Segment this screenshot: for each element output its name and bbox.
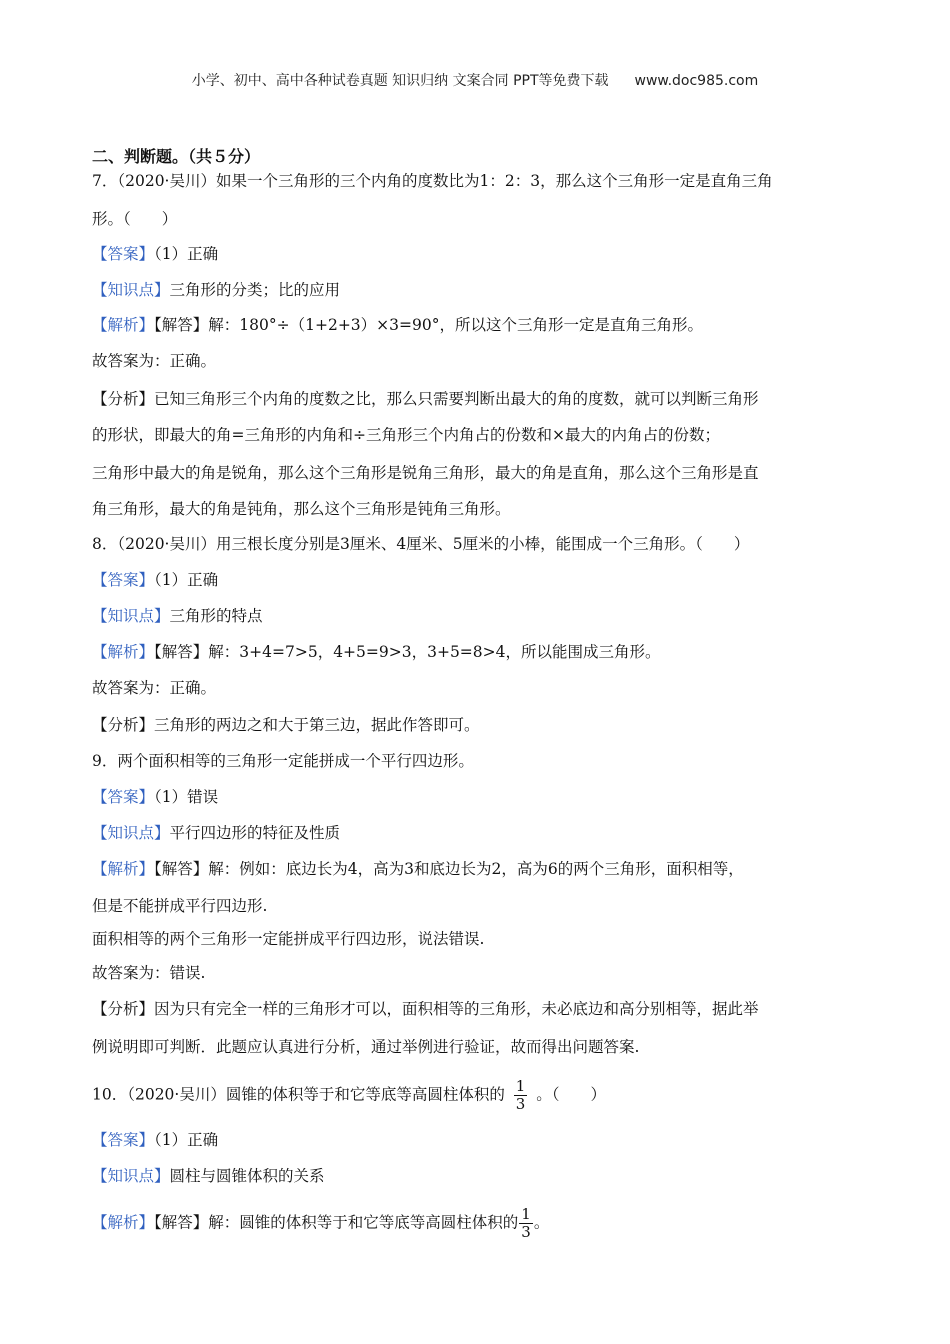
header-url[interactable]: www.doc985.com bbox=[634, 73, 759, 89]
fenxi-label: 【分析】 bbox=[92, 716, 155, 734]
fraction-numerator: 1 bbox=[515, 1077, 526, 1095]
q8-fenxi bbox=[92, 714, 862, 736]
section-title: 二、判断题。（共５分） bbox=[92, 147, 261, 166]
knowledge-label: 【知识点】 bbox=[92, 824, 170, 842]
q7-fenxi bbox=[92, 388, 862, 410]
q10-solution-end: 。 bbox=[533, 1213, 550, 1232]
answer-label: 【答案】 bbox=[92, 788, 155, 806]
q9-fenxi-1: 因为只有完全一样的三角形才可以，面积相等的三角形，未必底边和高分别相等，据此举 bbox=[154, 1000, 759, 1018]
knowledge-label: 【知识点】 bbox=[92, 281, 170, 299]
analysis-label: 【解析】 bbox=[92, 860, 155, 878]
fraction-one-third bbox=[519, 1206, 533, 1241]
q8-solution: 解：3+4=7>5，4+5=9>3，3+5=8>4，所以能围成三角形。 bbox=[208, 643, 661, 661]
q10-text-end: 。（ ） bbox=[536, 1085, 607, 1104]
fraction-denominator: 3 bbox=[521, 1223, 531, 1241]
knowledge-label: 【知识点】 bbox=[92, 607, 170, 625]
q9-analysis bbox=[92, 858, 862, 880]
analysis-label: 【解析】 bbox=[92, 643, 155, 661]
analysis-label: 【解析】 bbox=[92, 1213, 155, 1232]
q7-answer bbox=[92, 243, 862, 265]
question-7: 7．（2020·吴川）如果一个三角形的三个内角的度数比为1：2：3，那么这个三角形一定是直角三角 bbox=[92, 172, 773, 190]
q10-answer-value: （1）正确 bbox=[154, 1131, 219, 1149]
q9-answer-value: （1）错误 bbox=[154, 788, 219, 806]
q7-conclusion: 故答案为：正确。 bbox=[92, 352, 217, 370]
fraction-one-third bbox=[514, 1078, 528, 1113]
q9-fenxi-2: 例说明即可判断．此题应认真进行分析，通过举例进行验证，故而得出问题答案. bbox=[92, 1038, 640, 1056]
fenxi-label: 【分析】 bbox=[92, 390, 155, 408]
q7-answer-value: （1）正确 bbox=[154, 245, 219, 263]
q9-answer bbox=[92, 786, 862, 808]
q10-solution: 解：圆锥的体积等于和它等底等高圆柱体积的 bbox=[208, 1213, 519, 1232]
fenxi-label: 【分析】 bbox=[92, 1000, 155, 1018]
q9-knowledge bbox=[92, 822, 862, 844]
q9-fenxi bbox=[92, 998, 862, 1020]
q7-knowledge-value: 三角形的分类；比的应用 bbox=[169, 281, 341, 299]
q7-solution: 解：180°÷（1+2+3）×3=90°，所以这个三角形一定是直角三角形。 bbox=[208, 316, 703, 334]
fraction-denominator: 3 bbox=[515, 1095, 526, 1113]
header-text: 小学、初中、高中各种试卷真题 知识归纳 文案合同 PPT等免费下载 bbox=[191, 73, 609, 89]
q9-solution-2: 但是不能拼成平行四边形. bbox=[92, 897, 268, 915]
q8-knowledge-value: 三角形的特点 bbox=[169, 607, 263, 625]
q8-answer bbox=[92, 569, 862, 591]
solution-label: 【解答】 bbox=[154, 1213, 209, 1232]
q10-knowledge-value: 圆柱与圆锥体积的关系 bbox=[169, 1167, 325, 1185]
q7-fenxi-1: 已知三角形三个内角的度数之比，那么只需要判断出最大的角的度数，就可以判断三角形 bbox=[154, 390, 759, 408]
q7-fenxi-2: 的形状，即最大的角=三角形的内角和÷三角形三个内角占的份数和×最大的内角占的份数； bbox=[92, 426, 720, 444]
question-10 bbox=[92, 1078, 862, 1113]
q10-knowledge bbox=[92, 1165, 862, 1187]
q8-knowledge bbox=[92, 605, 862, 627]
q7-fenxi-3: 三角形中最大的角是锐角，那么这个三角形是锐角三角形，最大的角是直角，那么这个三角形是直 bbox=[92, 464, 759, 482]
q8-conclusion: 故答案为：正确。 bbox=[92, 679, 217, 697]
q10-analysis bbox=[92, 1206, 862, 1241]
solution-label: 【解答】 bbox=[154, 860, 209, 878]
fraction-numerator: 1 bbox=[521, 1205, 531, 1223]
q7-knowledge bbox=[92, 279, 862, 301]
question-8: 8．（2020·吴川）用三根长度分别是3厘米、4厘米、5厘米的小棒，能围成一个三角形。（ ） bbox=[92, 535, 750, 553]
answer-label: 【答案】 bbox=[92, 1131, 155, 1149]
q10-answer bbox=[92, 1129, 862, 1151]
q9-conclusion: 故答案为：错误. bbox=[92, 964, 206, 982]
answer-label: 【答案】 bbox=[92, 571, 155, 589]
q9-solution-3: 面积相等的两个三角形一定能拼成平行四边形，说法错误. bbox=[92, 930, 485, 948]
answer-label: 【答案】 bbox=[92, 245, 155, 263]
q8-answer-value: （1）正确 bbox=[154, 571, 219, 589]
solution-label: 【解答】 bbox=[154, 643, 209, 661]
knowledge-label: 【知识点】 bbox=[92, 1167, 170, 1185]
page-header bbox=[0, 70, 950, 90]
question-7-cont: 形。（ ） bbox=[92, 210, 178, 228]
q9-knowledge-value: 平行四边形的特征及性质 bbox=[169, 824, 341, 842]
q7-fenxi-4: 角三角形，最大的角是钝角，那么这个三角形是钝角三角形。 bbox=[92, 500, 511, 518]
q7-analysis bbox=[92, 314, 862, 336]
analysis-label: 【解析】 bbox=[92, 316, 155, 334]
q8-analysis bbox=[92, 641, 862, 663]
q8-fenxi-1: 三角形的两边之和大于第三边，据此作答即可。 bbox=[154, 716, 480, 734]
question-9: 9．两个面积相等的三角形一定能拼成一个平行四边形。 bbox=[92, 752, 474, 770]
q10-text: 10．（2020·吴川）圆锥的体积等于和它等底等高圆柱体积的 bbox=[92, 1085, 505, 1104]
q9-solution-1: 解：例如：底边长为4，高为3和底边长为2，高为6的两个三角形，面积相等， bbox=[208, 860, 744, 878]
solution-label: 【解答】 bbox=[154, 316, 209, 334]
